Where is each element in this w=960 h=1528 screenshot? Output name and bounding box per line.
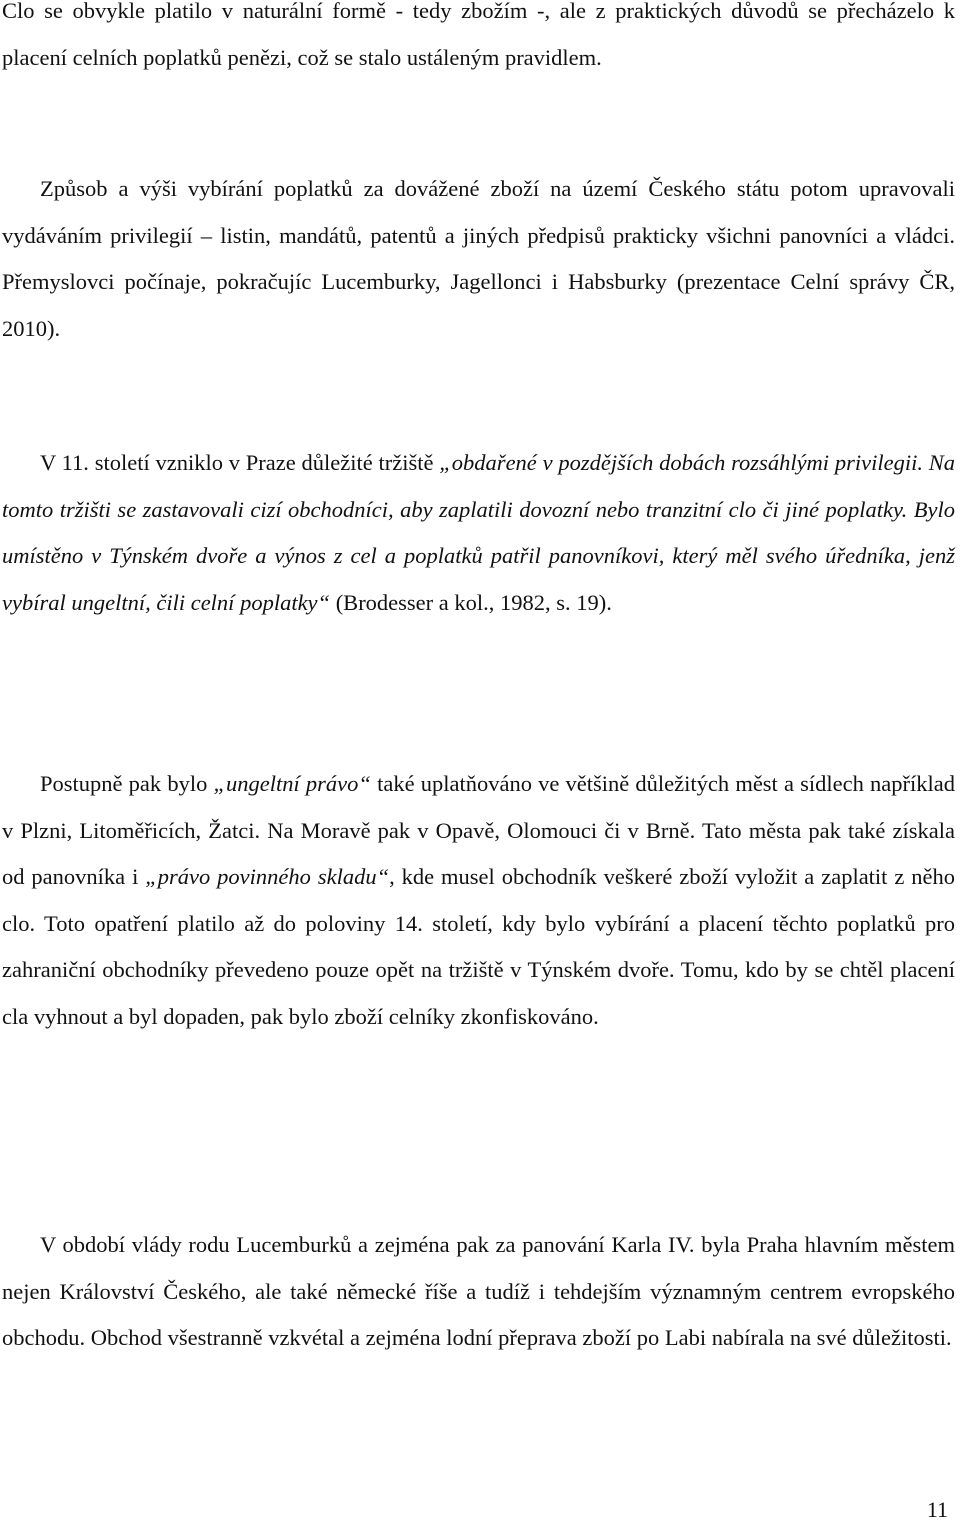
paragraph-1 [2,0,955,81]
paragraph-1-text: Clo se obvykle platilo v naturální formě - tedy zbožím -, ale z praktických důvodů se přecházelo k placení celních poplatků penězi, což se stalo ustáleným pravidlem. [2,0,955,70]
paragraph-4-text-a: Postupně pak bylo [40,771,214,796]
paragraph-5 [2,1222,955,1362]
paragraph-5-text: V období vlády rodu Lucemburků a zejména pak za panování Karla IV. byla Praha hlavním městem nejen Království Českého, ale také německé říše a tudíž i tehdejším významným centrem evropského obchodu. Obchod všestranně vzkvétal a zejména lodní přeprava zboží po Labi nabírala na své důležitosti. [2,1232,955,1350]
paragraph-2-text: Způsob a výši vybírání poplatků za dovážené zboží na území Českého státu potom upravovali vydáváním privilegií – listin, mandátů, patentů a jiných předpisů prakticky všichni panovníci a vládci. Přemyslovci počínaje, pokračujíc Lucemburky, Jagellonci i Habsburky (prezentace Celní správy ČR, 2010). [2,176,955,341]
paragraph-3-quote: „obdařené v pozdějších dobách rozsáhlými privilegii. Na tomto tržišti se zastavovali cizí obchodníci, aby zaplatili dovozní nebo tranzitní clo či jiné poplatky. Bylo umístěno v Týnském dvoře a výnos z cel a poplatků patřil panovníkovi, který měl svého úředníka, jenž vybíral ungeltní, čili celní poplatky“ [2,450,955,615]
paragraph-2 [2,166,955,352]
paragraph-4 [2,761,955,1040]
paragraph-3 [2,440,955,626]
paragraph-4-term-pravo-skladu: „právo povinného skladu“ [145,864,390,889]
paragraph-3-text-a: V 11. století vzniklo v Praze důležité tržiště [40,450,440,475]
paragraph-4-text-c: , kde musel obchodník veškeré zboží vyložit a zaplatit z něho clo. Toto opatření platilo až do poloviny 14. století, kdy bylo vybírání a placení těchto poplatků pro zahraniční obchodníky převedeno pouze opět na tržiště v Týnském dvoře. Tomu, kdo by se chtěl placení cla vyhnout a byl dopaden, pak bylo zboží celníky zkonfiskováno. [2,864,955,1029]
paragraph-3-citation: (Brodesser a kol., 1982, s. 19). [330,589,612,615]
paragraph-4-term-ungeltni-pravo: „ungeltní právo“ [213,771,371,796]
page-number: 11 [926,1497,948,1522]
paragraph-4-text-b: také uplatňováno ve většině důležitých měst a sídlech například v Plzni, Litoměřicích, Žatci. Na Moravě pak v Opavě, Olomouci či v Brně. Tato města pak také získala od panovníka i [2,771,955,889]
